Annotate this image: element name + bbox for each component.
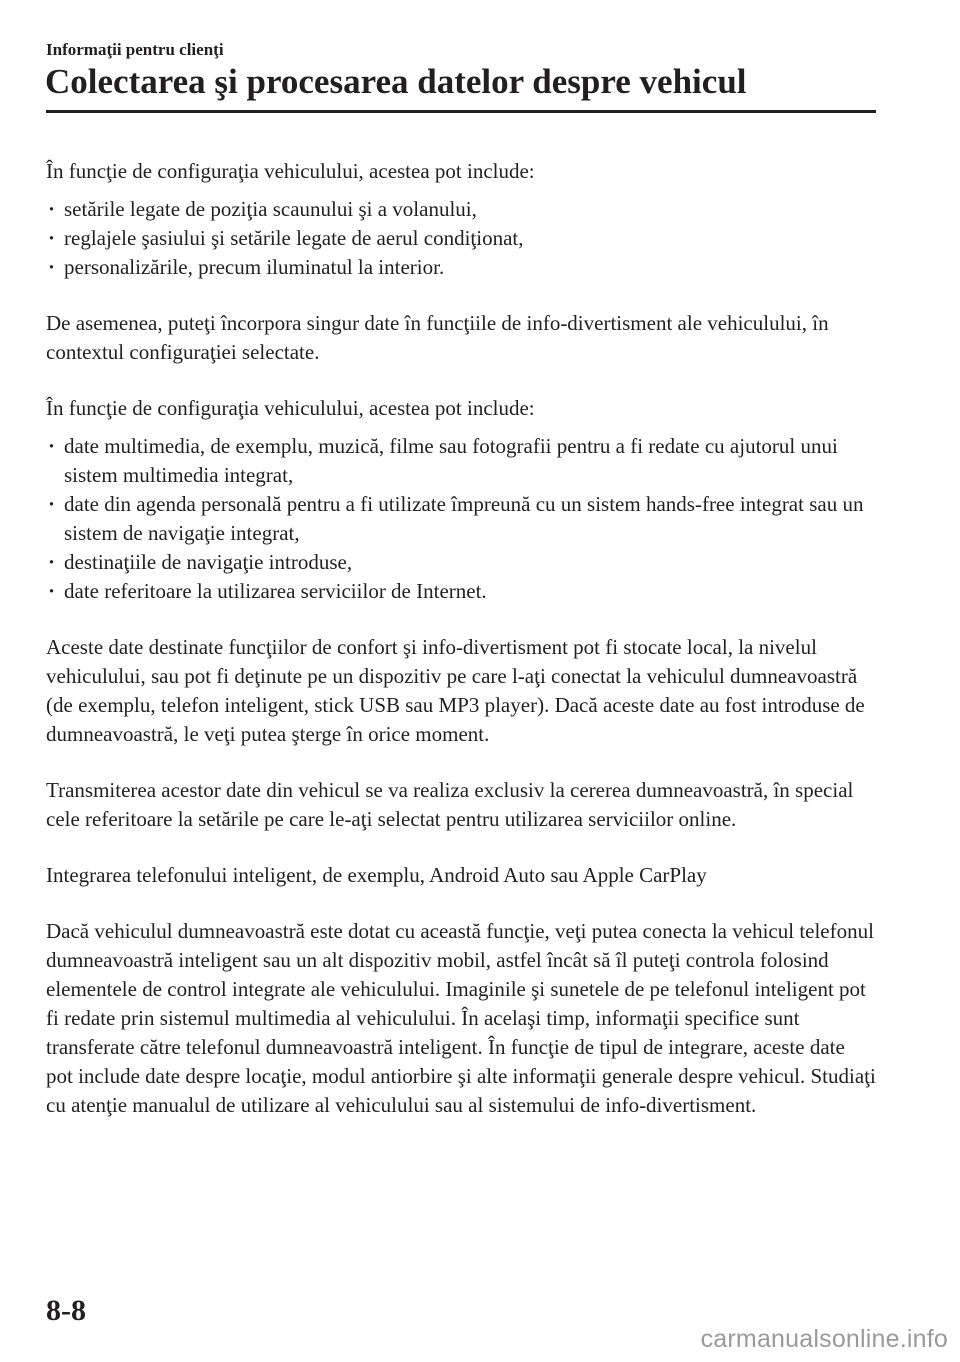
intro-paragraph-2: În funcţie de configuraţia vehiculului, acestea pot include: [46, 396, 535, 420]
bullet-icon: · [48, 579, 56, 603]
page-title: Colectarea şi procesarea datelor despre vehicul [45, 62, 747, 101]
intro-paragraph-1: În funcţie de configuraţia vehiculului, acestea pot include: [46, 159, 535, 183]
watermark: carmanualsonline.info [700, 1325, 948, 1353]
bullet-icon: · [48, 434, 56, 458]
section-label: Informaţii pentru clienţi [46, 40, 224, 59]
bullet-list-1 [46, 195, 876, 282]
body-paragraph-3: Transmiterea acestor date din vehicul se va realiza exclusiv la cererea dumneavoastră, în special cele referitoare la setările pe care le-aţi selectat pentru utilizarea serviciilor online. [46, 778, 854, 831]
list-item: · destinaţiile de navigaţie introduse, [46, 548, 876, 577]
subheading-smartphone-integration: Integrarea telefonului inteligent, de exemplu, Android Auto sau Apple CarPlay [46, 863, 707, 887]
list-item: · date multimedia, de exemplu, muzică, filme sau fotografii pentru a fi redate cu ajutorul unui sistem multimedia integrat, [48, 434, 838, 487]
body-paragraph-2: Aceste date destinate funcţiilor de confort şi info-divertisment pot fi stocate local, la nivelul vehiculului, sau pot fi deţinute pe un dispozitiv pe care l-aţi conectat la vehiculul dumneavoastră (de exemplu, telefon inteligent, stick USB sau MP3 player). Dacă aceste date au fost introduse de dumneavoastră, le veţi putea şterge în orice moment. [46, 635, 865, 746]
title-divider [46, 110, 876, 113]
list-item: · date referitoare la utilizarea serviciilor de Internet. [46, 577, 876, 606]
body-paragraph-5: Dacă vehiculul dumneavoastră este dotat cu această funcţie, veţi putea conecta la vehicul telefonul dumneavoastră inteligent sau un alt dispozitiv mobil, astfel încât să îl puteţi controla folosind elementele de control integrate ale vehiculului. Imaginile şi sunetele de pe telefonul inteligent pot fi redate prin sistemul multimedia al vehiculului. În acelaşi timp, informaţii specifice sunt transferate către telefonul dumneavoastră inteligent. În funcţie de tipul de integrare, aceste date pot include date despre locaţie, modul antiorbire şi alte informaţii generale despre vehicul. Studiaţi cu atenţie manualul de utilizare al vehiculului sau al sistemului de info-divertisment. [46, 919, 876, 1117]
body-paragraph-1: De asemenea, puteţi încorpora singur date în funcţiile de info-divertisment ale vehiculului, în contextul configuraţiei selectate. [46, 311, 829, 364]
bullet-icon: · [48, 226, 56, 250]
list-item: · personalizările, precum iluminatul la interior. [46, 253, 876, 282]
page-content [46, 157, 876, 1120]
bullet-icon: · [48, 255, 56, 279]
bullet-icon: · [48, 197, 56, 221]
list-item: · reglajele şasiului şi setările legate de aerul condiţionat, [46, 224, 876, 253]
page-number: 8-8 [46, 1294, 86, 1327]
bullet-list-2 [46, 432, 876, 606]
bullet-icon: · [48, 492, 56, 516]
list-item: · date din agenda personală pentru a fi utilizate împreună cu un sistem hands-free integrat sau un sistem de navigaţie integrat, [48, 492, 864, 545]
bullet-icon: · [48, 550, 56, 574]
list-item: · setările legate de poziţia scaunului şi a volanului, [46, 195, 876, 224]
